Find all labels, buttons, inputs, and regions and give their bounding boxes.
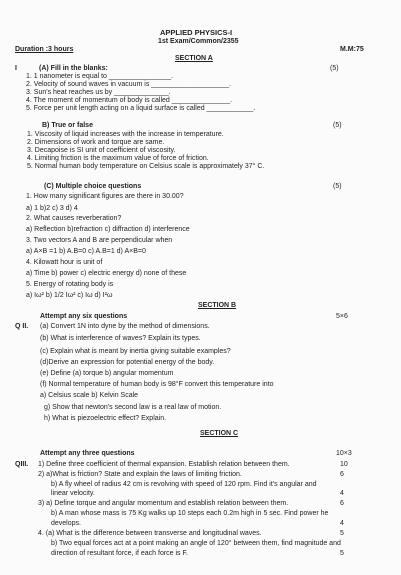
q3-mark-10: 5	[340, 550, 344, 557]
q3-line-4: linear velocity.	[51, 490, 95, 497]
q2-item-e: (e) Define (a) torque b) angular momentum	[40, 370, 174, 377]
mcq-line-5: 3. Two vectors A and B are perpendicular when	[26, 237, 173, 244]
mcq-line-2: a) 1 b)2 c) 3 d) 4	[26, 205, 78, 212]
q3-mark-1: 10	[340, 461, 348, 468]
tf-item-3: 3. Decapoise is SI unit of coefficient of viscosity.	[27, 147, 176, 154]
mcq-line-10: a) Iω² b) 1/2 Iω² c) Iω d) I²ω	[26, 292, 113, 299]
q3-mark-5: 6	[340, 500, 344, 507]
part-b-title: B) True or false	[42, 122, 93, 129]
part-a-title: (A) Fill in the blanks:	[39, 65, 108, 72]
mcq-line-9: 5. Energy of rotating body is	[26, 281, 114, 288]
q3-line-5: 3) a) Define torque and angular momentum and establish relation between them.	[38, 500, 289, 507]
section-c-marks: 10×3	[336, 450, 352, 457]
part-c-title: (C) Multiple choice questions	[44, 183, 142, 190]
q3-line-2: 2) a)What is friction? State and explain the laws of limiting friction.	[38, 471, 242, 478]
q2-item-b: (b) What is interference of waves? Explain its types.	[40, 335, 201, 342]
roman-one: I	[15, 65, 17, 72]
tf-item-2: 2. Dimensions of work and torque are same.	[27, 139, 165, 146]
q3-line-8: 4. (a) What is the difference between transverse and longitudinal waves.	[38, 530, 262, 537]
tf-item-4: 4. Limiting friction is the maximum value of force of friction.	[27, 155, 209, 162]
duration-label: Duration :3 hours	[15, 46, 74, 53]
part-a-marks: (5)	[330, 65, 339, 72]
q2-item-c: (c) Explain what is meant by inertia giving suitable examples?	[40, 348, 231, 355]
fill-item-4: 4. The moment of momentum of body is called _______________.	[26, 97, 233, 104]
q3-mark-8: 5	[340, 530, 344, 537]
q2-item-d: (d)Derive an expression for potential energy of the body.	[40, 359, 215, 366]
q3-line-6: b) A man whose mass is 75 Kg walks up 10 steps each 0.2m high in 5 sec. Find power he	[51, 510, 329, 517]
q3-mark-4: 4	[340, 490, 344, 497]
mcq-line-1: 1. How many significant figures are there in 30.00?	[26, 193, 184, 200]
tf-item-1: 1. Viscosity of liquid increases with the increase in temperature.	[27, 131, 224, 138]
section-b-instruction: Attempt any six questions	[40, 313, 128, 320]
section-b-marks: 5×6	[336, 313, 348, 320]
fill-item-3: 3. Sun's heat reaches us by ______________.	[26, 89, 171, 96]
q2-item-f-sub: a) Celsius scale b) Kelvin Scale	[40, 392, 139, 399]
q3-line-9: b) Two equal forces act at a point making an angle of 120° between them, find magnitude and	[51, 540, 341, 547]
exam-title: APPLIED PHYSICS-I	[160, 28, 233, 37]
q3-line-1: 1) Define three coefficient of thermal expansion. Establish relation between them.	[38, 461, 290, 468]
mcq-line-3: 2. What causes reverberation?	[26, 215, 122, 222]
q3-line-7: develops.	[51, 520, 81, 527]
mcq-line-4: a) Reflection b)refraction c) diffraction d) interference	[26, 226, 190, 233]
q2-item-a: (a) Convert 1N into dyne by the method of dimensions.	[40, 323, 210, 330]
section-c-heading: SECTION C	[200, 430, 239, 437]
mcq-line-7: 4. Kilowatt hour is unit of	[26, 259, 103, 266]
q3-line-10: direction of resultant force, if each force is F.	[51, 550, 188, 557]
q3-label: QIII.	[15, 461, 29, 468]
fill-item-2: 2. Velocity of sound waves in vacuum is ____________________.	[26, 81, 232, 88]
q3-mark-2: 6	[340, 471, 344, 478]
q3-line-3: b) A fly wheel of radius 42 cm is revolving with speed of 120 rpm. Find it's angular and	[51, 481, 317, 488]
fill-item-1: 1. 1 nanometer is equal to ________________.	[26, 73, 174, 80]
section-b-heading: SECTION B	[198, 302, 237, 309]
q2-item-f: (f) Normal temperature of human body is 98°F convert this temperature into	[40, 381, 274, 388]
q2-item-g: g) Show that newton's second law is a real law of motion.	[44, 404, 222, 411]
tf-item-5: 5. Normal human body temperature on Celsius scale is approximately 37° C.	[27, 163, 265, 170]
exam-line: 1st Exam/Common/2355	[158, 38, 239, 45]
part-b-marks: (5)	[333, 122, 342, 129]
q3-mark-7: 4	[340, 520, 344, 527]
fill-item-5: 5. Force per unit length acting on a liquid surface is called ____________.	[26, 105, 256, 112]
mcq-line-8: a) Time b) power c) electric energy d) none of these	[26, 270, 187, 277]
part-c-marks: (5)	[333, 183, 342, 190]
q2-item-h: h) What is piezoelectric effect? Explain.	[44, 415, 167, 422]
q2-label: Q II.	[15, 323, 29, 330]
max-marks: M.M:75	[340, 46, 364, 53]
section-a-heading: SECTION A	[175, 55, 213, 62]
section-c-instruction: Attempt any three questions	[40, 450, 135, 457]
mcq-line-6: a) A×B =1 b) A.B=0 c) A.B=1 d) A×B=0	[26, 248, 146, 255]
